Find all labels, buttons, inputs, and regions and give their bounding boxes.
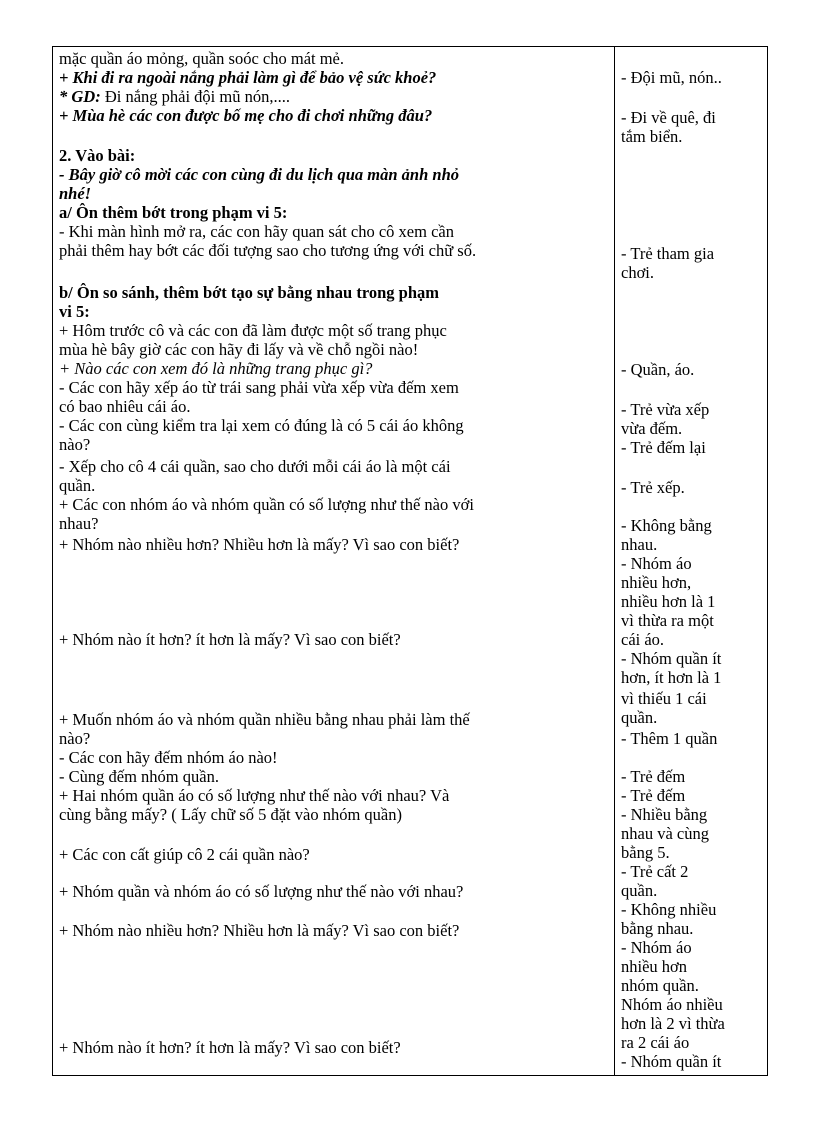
response-line: nhóm quần. [621, 976, 699, 995]
response-line: - Trẻ cất 2 [621, 862, 689, 881]
text-line: cùng bằng mấy? ( Lấy chữ số 5 đặt vào nhóm quần) [59, 805, 402, 824]
response-line: bằng nhau. [621, 919, 694, 938]
lesson-table [52, 46, 768, 1076]
response-line: hơn là 2 vì thừa [621, 1014, 725, 1033]
text-line: nhau? [59, 514, 99, 533]
text-line: có bao nhiêu cái áo. [59, 397, 191, 416]
text-line: + Nhóm nào ít hơn? ít hơn là mấy? Vì sao con biết? [59, 630, 401, 649]
response-line: ra 2 cái áo [621, 1033, 690, 1052]
question-line: + Mùa hè các con được bố mẹ cho đi chơi những đâu? [59, 106, 433, 125]
text-line: + Nhóm quần và nhóm áo có số lượng như thế nào với nhau? [59, 882, 464, 901]
response-line: - Trẻ đếm lại [621, 438, 706, 457]
response-line: - Nhóm quần ít [621, 1052, 722, 1071]
response-line: nhiều hơn [621, 957, 688, 976]
gd-text: Đi nắng phải đội mũ nón,.... [100, 87, 290, 106]
text-line: + Các con nhóm áo và nhóm quần có số lượng như thế nào với [59, 495, 474, 514]
response-line: tắm biển. [621, 127, 683, 146]
text-line: - Xếp cho cô 4 cái quần, sao cho dưới mỗi cái áo là một cái [59, 457, 451, 476]
text-line: + Hai nhóm quần áo có số lượng như thế nào với nhau? Và [59, 786, 450, 805]
text-line: nào? [59, 729, 91, 748]
text-line: + Nhóm nào ít hơn? ít hơn là mấy? Vì sao con biết? [59, 1038, 401, 1057]
response-line: - Nhóm áo [621, 554, 692, 573]
response-line: vì thừa ra một [621, 611, 714, 630]
response-line: - Trẻ đếm [621, 786, 686, 805]
text-line: + Hôm trước cô và các con đã làm được một số trang phục [59, 321, 447, 340]
text-line: - Các con hãy xếp áo từ trái sang phải vừa xếp vừa đếm xem [59, 378, 459, 397]
response-line: hơn, ít hơn là 1 [621, 668, 722, 687]
text-line: nhé! [59, 184, 92, 203]
response-line: Nhóm áo nhiều [621, 995, 723, 1014]
response-line: bằng 5. [621, 843, 670, 862]
text-line: - Khi màn hình mở ra, các con hãy quan sát cho cô xem cần [59, 222, 454, 241]
response-line: nhau và cùng [621, 824, 709, 843]
response-line: quần. [621, 708, 658, 727]
response-line: - Trẻ vừa xếp [621, 400, 710, 419]
question-line: + Nào các con xem đó là những trang phục gì? [59, 359, 373, 378]
response-line: - Không bằng [621, 516, 712, 535]
subsection-heading: b/ Ôn so sánh, thêm bớt tạo sự bằng nhau trong phạm [59, 283, 440, 302]
section-heading: 2. Vào bài: [59, 146, 136, 165]
response-line: nhiều hơn, [621, 573, 692, 592]
response-line: - Nhóm áo [621, 938, 692, 957]
gd-label: * GD: [59, 87, 101, 106]
text-line: mùa hè bây giờ các con hãy đi lấy và về chỗ ngồi nào! [59, 340, 419, 359]
response-line: - Quần, áo. [621, 360, 695, 379]
response-line: vừa đếm. [621, 419, 683, 438]
response-line: vì thiếu 1 cái [621, 689, 707, 708]
response-line: nhau. [621, 535, 658, 554]
response-line: - Không nhiều [621, 900, 717, 919]
column-divider [614, 47, 615, 1075]
response-line: - Đi về quê, đi [621, 108, 716, 127]
text-line: - Các con hãy đếm nhóm áo nào! [59, 748, 278, 767]
response-line: - Trẻ tham gia [621, 244, 715, 263]
text-line: + Nhóm nào nhiều hơn? Nhiều hơn là mấy? Vì sao con biết? [59, 921, 460, 940]
question-line: + Khi đi ra ngoài nắng phải làm gì để bảo vệ sức khoẻ? [59, 68, 437, 87]
response-line: - Nhiều bằng [621, 805, 708, 824]
text-line: + Nhóm nào nhiều hơn? Nhiều hơn là mấy? Vì sao con biết? [59, 535, 460, 554]
text-line: - Cùng đếm nhóm quần. [59, 767, 219, 786]
response-line: quần. [621, 881, 658, 900]
response-line: - Trẻ xếp. [621, 478, 685, 497]
text-line: - Bây giờ cô mời các con cùng đi du lịch qua màn ảnh nhỏ [59, 165, 460, 184]
text-line: - Các con cùng kiểm tra lại xem có đúng là có 5 cái áo không [59, 416, 464, 435]
text-line: quần. [59, 476, 96, 495]
response-line: - Thêm 1 quần [621, 729, 718, 748]
response-line: chơi. [621, 263, 655, 282]
text-line: nào? [59, 435, 91, 454]
response-line: nhiều hơn là 1 [621, 592, 716, 611]
text-line: + Các con cất giúp cô 2 cái quần nào? [59, 845, 310, 864]
response-line: - Nhóm quần ít [621, 649, 722, 668]
education-note [59, 87, 290, 106]
response-line: - Trẻ đếm [621, 767, 686, 786]
text-line: phải thêm hay bớt các đối tượng sao cho tương ứng với chữ số. [59, 241, 477, 260]
text-line: + Muốn nhóm áo và nhóm quần nhiều bằng nhau phải làm thế [59, 710, 470, 729]
response-line: - Đội mũ, nón.. [621, 68, 722, 87]
subsection-heading: a/ Ôn thêm bớt trong phạm vi 5: [59, 203, 288, 222]
subsection-heading: vi 5: [59, 302, 90, 321]
response-line: cái áo. [621, 630, 665, 649]
text-line: mặc quần áo mỏng, quần soóc cho mát mẻ. [59, 49, 345, 68]
